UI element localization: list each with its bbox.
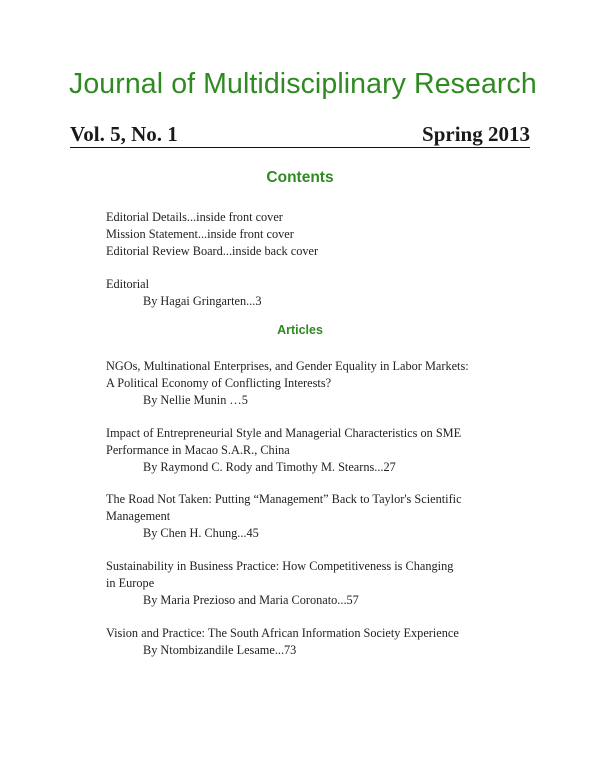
contents-heading: Contents — [266, 169, 334, 186]
issue-season: Spring 2013 — [422, 122, 530, 146]
article-byline: By Ntombizandile Lesame...73 — [143, 643, 297, 657]
header-rule — [70, 147, 530, 148]
front-matter-item: Editorial Review Board...inside back cover — [106, 244, 319, 258]
article-title-line: Impact of Entrepreneurial Style and Managerial Characteristics on SME — [106, 426, 462, 440]
article-byline: By Raymond C. Rody and Timothy M. Stearns...27 — [143, 460, 396, 474]
articles-heading: Articles — [277, 323, 323, 337]
editorial-byline: By Hagai Gringarten...3 — [143, 294, 262, 308]
article-title-line: Vision and Practice: The South African Information Society Experience — [106, 626, 459, 640]
article-title-line: Performance in Macao S.A.R., China — [106, 443, 290, 457]
article-title-line: Management — [106, 509, 171, 523]
issue-header — [70, 124, 530, 145]
article-title-line: A Political Economy of Conflicting Interests? — [106, 376, 332, 390]
article-title-line: NGOs, Multinational Enterprises, and Gender Equality in Labor Markets: — [106, 359, 469, 373]
article-byline: By Chen H. Chung...45 — [143, 526, 259, 540]
article-title-line: Sustainability in Business Practice: How Competitiveness is Changing — [106, 559, 454, 573]
editorial-title: Editorial — [106, 277, 150, 291]
volume-number: Vol. 5, No. 1 — [70, 122, 178, 146]
journal-title: Journal of Multidisciplinary Research — [69, 68, 537, 100]
article-title-line: in Europe — [106, 576, 155, 590]
front-matter-item: Mission Statement...inside front cover — [106, 227, 294, 241]
article-title-line: The Road Not Taken: Putting “Management” Back to Taylor's Scientific — [106, 492, 462, 506]
front-matter-item: Editorial Details...inside front cover — [106, 210, 283, 224]
article-byline: By Nellie Munin …5 — [143, 393, 248, 407]
article-byline: By Maria Prezioso and Maria Coronato...57 — [143, 593, 359, 607]
